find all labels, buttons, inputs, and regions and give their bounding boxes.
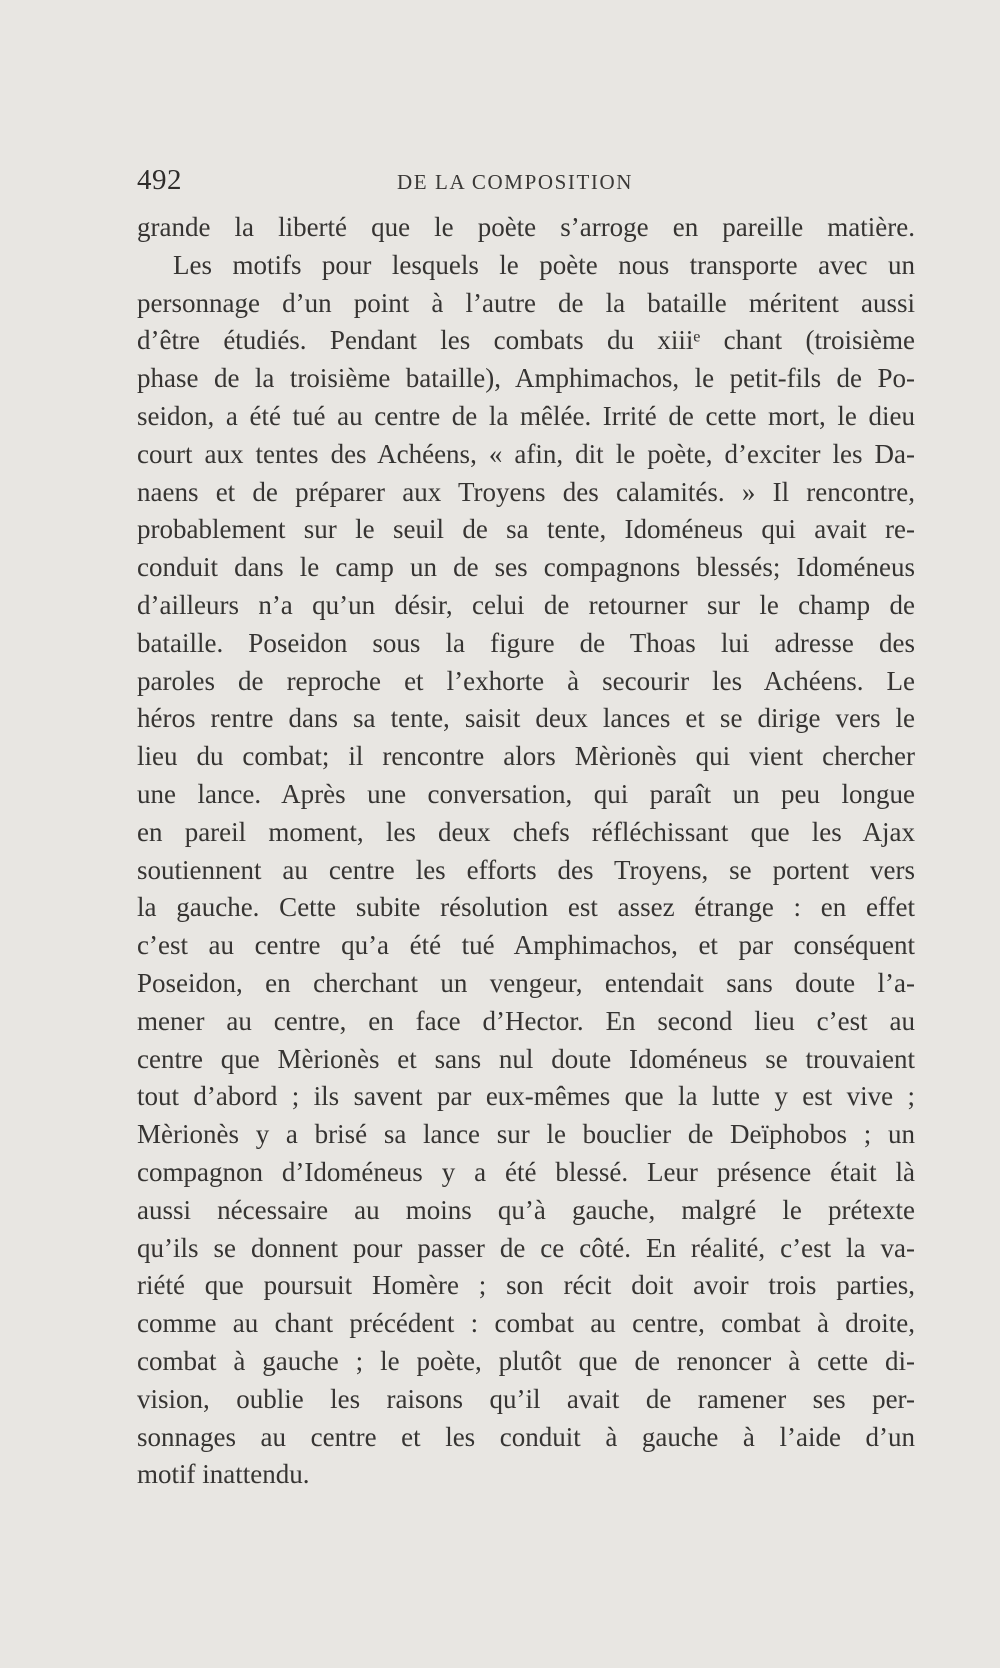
text-line: Poseidon, en cherchant un vengeur, entendait sans doute l’a- [137,967,915,998]
text-line: comme au chant précédent : combat au centre, combat à droite, [137,1308,915,1339]
text-line: d’être étudiés. Pendant les combats du xiiiᵉ chant (troisième [137,325,915,356]
text-line: la gauche. Cette subite résolution est assez étrange : en effet [137,892,915,923]
text-line: soutiennent au centre les efforts des Troyens, se portent vers [137,854,915,885]
text-line: personnage d’un point à l’autre de la bataille méritent aussi [137,287,915,318]
text-line: conduit dans le camp un de ses compagnons blessés; Idoméneus [137,552,915,583]
text-line: aussi nécessaire au moins qu’à gauche, malgré le prétexte [137,1194,915,1225]
text-line: héros rentre dans sa tente, saisit deux lances et se dirige vers le [137,703,915,734]
text-line: riété que poursuit Homère ; son récit doit avoir trois parties, [137,1270,915,1301]
text-line: qu’ils se donnent pour passer de ce côté. En réalité, c’est la va- [137,1232,915,1263]
text-line: c’est au centre qu’a été tué Amphimachos, et par conséquent [137,930,915,961]
text-line: naens et de préparer aux Troyens des calamités. » Il rencontre, [137,476,915,507]
text-line: seidon, a été tué au centre de la mêlée. Irrité de cette mort, le dieu [137,400,915,431]
text-line: Mèrionès y a brisé sa lance sur le bouclier de Deïphobos ; un [137,1119,915,1150]
text-line: phase de la troisième bataille), Amphimachos, le petit-fils de Po- [137,363,915,394]
body-text [137,209,915,1494]
running-title: DE LA COMPOSITION [397,170,634,194]
text-line: grande la liberté que le poète s’arroge en pareille matière. [137,212,915,242]
text-line: paroles de reproche et l’exhorte à secourir les Achéens. Le [137,665,915,696]
text-line: lieu du combat; il rencontre alors Mèrionès qui vient chercher [137,741,915,772]
text-line: motif inattendu. [137,1459,310,1490]
page-header [137,160,917,204]
text-line: d’ailleurs n’a qu’un désir, celui de retourner sur le champ de [137,589,915,620]
text-line: sonnages au centre et les conduit à gauche à l’aide d’un [137,1421,915,1452]
text-line: probablement sur le seuil de sa tente, Idoméneus qui avait re- [137,514,915,545]
text-line: vision, oublie les raisons qu’il avait de ramener ses per- [137,1383,915,1414]
text-line: en pareil moment, les deux chefs réfléchissant que les Ajax [137,816,915,847]
text-line: Les motifs pour lesquels le poète nous transporte avec un [173,249,915,280]
text-line: tout d’abord ; ils savent par eux-mêmes que la lutte y est vive ; [137,1081,915,1112]
text-line: court aux tentes des Achéens, « afin, dit le poète, d’exciter les Da- [137,438,915,469]
text-line: bataille. Poseidon sous la figure de Thoas lui adresse des [137,627,915,658]
text-line: mener au centre, en face d’Hector. En second lieu c’est au [137,1005,915,1036]
text-line: centre que Mèrionès et sans nul doute Idoméneus se trouvaient [137,1043,915,1074]
text-line: combat à gauche ; le poète, plutôt que de renoncer à cette di- [137,1345,915,1376]
text-line: une lance. Après une conversation, qui paraît un peu longue [137,778,915,809]
text-line: compagnon d’Idoméneus y a été blessé. Leur présence était là [137,1156,915,1187]
page-number: 492 [137,164,182,196]
